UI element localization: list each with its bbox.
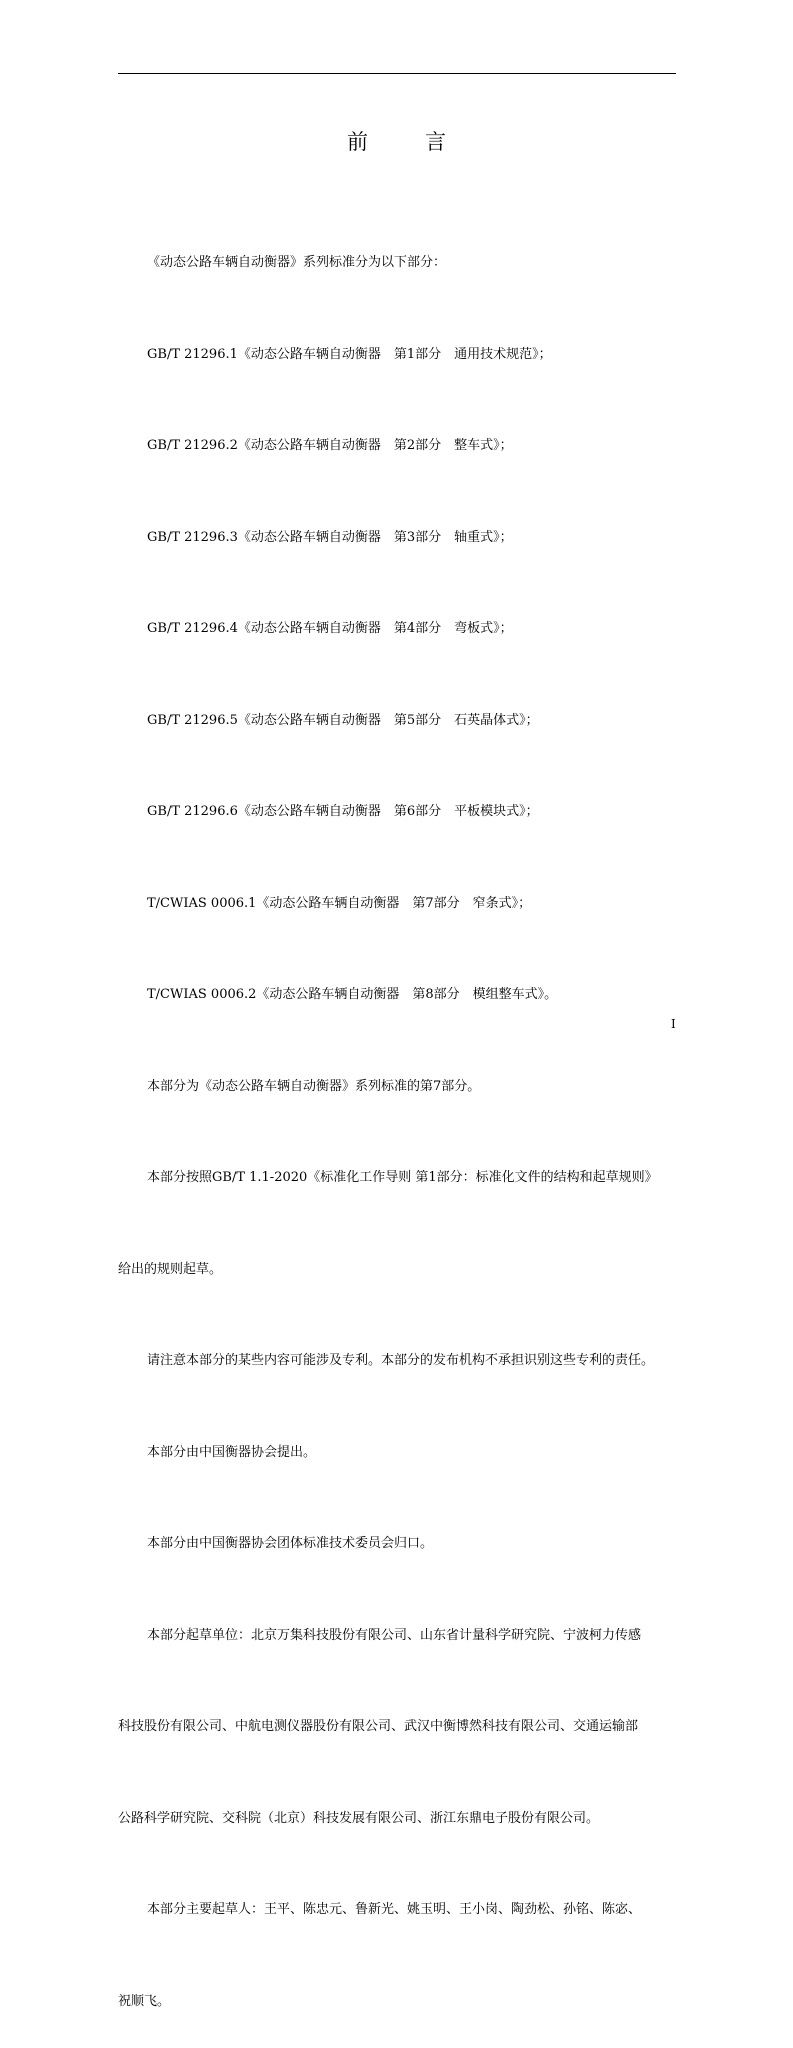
- text-line: 《动态公路车辆自动衡器》系列标准分为以下部分：: [147, 255, 447, 270]
- text-line: GB/T 21296.1《动态公路车辆自动衡器 第1部分 通用技术规范》；: [147, 346, 552, 362]
- text-line: 给出的规则起草。: [118, 1261, 223, 1277]
- text-line: GB/T 21296.2《动态公路车辆自动衡器 第2部分 整车式》；: [147, 438, 513, 453]
- header-rule: [118, 73, 676, 74]
- text-line: GB/T 21296.6《动态公路车辆自动衡器 第6部分 平板模块式》；: [147, 804, 539, 819]
- text-line: 请注意本部分的某些内容可能涉及专利。本部分的发布机构不承担识别这些专利的责任。: [147, 1353, 655, 1368]
- text-line: GB/T 21296.3《动态公路车辆自动衡器 第3部分 轴重式》；: [147, 529, 513, 545]
- text-line: T/CWIAS 0006.2《动态公路车辆自动衡器 第8部分 模组整车式》。: [147, 987, 558, 1002]
- text-line: T/CWIAS 0006.1《动态公路车辆自动衡器 第7部分 窄条式》；: [147, 895, 532, 911]
- text-line: 本部分由中国衡器协会提出。: [147, 1444, 317, 1460]
- text-line: 本部分按照GB/T 1.1-2020《标准化工作导则 第1部分：标准化文件的结构和起草规则》: [147, 1170, 658, 1185]
- text-line: 本部分由中国衡器协会团体标准技术委员会归口。: [147, 1536, 434, 1551]
- text-line: 本部分为《动态公路车辆自动衡器》系列标准的第7部分。: [147, 1078, 481, 1094]
- text-line: 祝顺飞。: [118, 1993, 171, 2009]
- text-line: GB/T 21296.5《动态公路车辆自动衡器 第5部分 石英晶体式》；: [147, 712, 539, 728]
- text-line: 科技股份有限公司、中航电测仪器股份有限公司、武汉中衡博然科技有限公司、交通运输部: [118, 1719, 639, 1734]
- text-line: 公路科学研究院、交科院（北京）科技发展有限公司、浙江东鼎电子股份有限公司。: [118, 1810, 600, 1826]
- page-number: I: [671, 1017, 676, 1031]
- text-line: 本部分主要起草人：王平、陈忠元、鲁新光、姚玉明、王小岗、陶劲松、孙铭、陈宓、: [147, 1902, 642, 1917]
- text-line: 本部分起草单位：北京万集科技股份有限公司、山东省计量科学研究院、宁波柯力传感: [147, 1627, 642, 1643]
- page-title: 前 言: [347, 130, 464, 154]
- text-line: GB/T 21296.4《动态公路车辆自动衡器 第4部分 弯板式》；: [147, 621, 513, 636]
- foreword-body: [118, 187, 678, 2048]
